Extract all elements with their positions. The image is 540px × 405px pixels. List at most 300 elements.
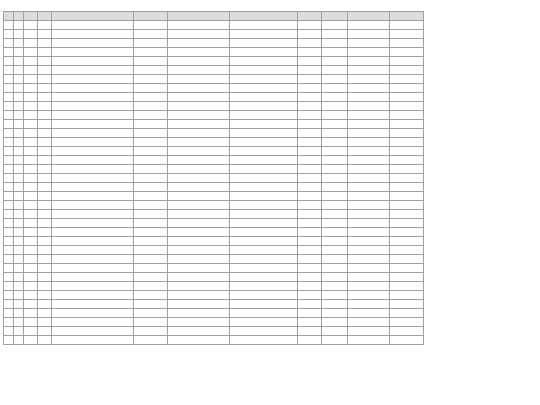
- table-cell: [14, 237, 24, 246]
- table-cell: [230, 201, 298, 210]
- table-cell: [230, 318, 298, 327]
- cell-link[interactable]: [348, 192, 390, 201]
- table-cell: [390, 237, 424, 246]
- table-cell: [298, 246, 322, 255]
- table-cell: [38, 84, 52, 93]
- table-cell: [24, 102, 38, 111]
- table-cell: [24, 192, 38, 201]
- table-cell: [52, 75, 134, 84]
- table-cell: [52, 93, 134, 102]
- table-cell: [134, 147, 168, 156]
- table-cell: [298, 228, 322, 237]
- cell-link[interactable]: [348, 48, 390, 57]
- table-cell: [322, 57, 348, 66]
- cell-link[interactable]: [348, 210, 390, 219]
- table-cell: [230, 183, 298, 192]
- cell-link[interactable]: [348, 237, 390, 246]
- table-cell: [134, 48, 168, 57]
- cell-link[interactable]: [348, 264, 390, 273]
- table-cell: [14, 201, 24, 210]
- table-cell: [52, 300, 134, 309]
- table-cell: [298, 327, 322, 336]
- cell-link[interactable]: [348, 309, 390, 318]
- table-cell: [230, 75, 298, 84]
- table-cell: [24, 246, 38, 255]
- row-index: [4, 336, 14, 345]
- row-index: [4, 165, 14, 174]
- cell-link[interactable]: [348, 156, 390, 165]
- table-cell: [322, 48, 348, 57]
- table-cell: [38, 165, 52, 174]
- table-cell: [14, 255, 24, 264]
- table-cell: [322, 291, 348, 300]
- table-cell: [38, 282, 52, 291]
- cell-link[interactable]: [348, 228, 390, 237]
- table-cell: [390, 75, 424, 84]
- row-index: [4, 147, 14, 156]
- table-cell: [390, 201, 424, 210]
- table-cell: [230, 156, 298, 165]
- cell-link[interactable]: [348, 174, 390, 183]
- table-cell: [24, 237, 38, 246]
- table-cell: [230, 255, 298, 264]
- table-cell: [390, 174, 424, 183]
- row-index: [4, 291, 14, 300]
- table-row: [4, 39, 424, 48]
- cell-link[interactable]: [348, 84, 390, 93]
- table-cell: [322, 111, 348, 120]
- table-cell: [322, 219, 348, 228]
- row-index: [4, 138, 14, 147]
- table-cell: [24, 120, 38, 129]
- table-cell: [168, 309, 230, 318]
- table-cell: [24, 291, 38, 300]
- table-cell: [134, 183, 168, 192]
- table-cell: [134, 165, 168, 174]
- table-cell: [390, 138, 424, 147]
- table-cell: [298, 102, 322, 111]
- table-cell: [38, 192, 52, 201]
- table-cell: [390, 111, 424, 120]
- table-cell: [168, 93, 230, 102]
- cell-link[interactable]: [348, 183, 390, 192]
- column-header: [348, 12, 390, 21]
- table-cell: [230, 219, 298, 228]
- table-cell: [38, 111, 52, 120]
- table-cell: [168, 147, 230, 156]
- table-row: [4, 120, 424, 129]
- table-cell: [38, 327, 52, 336]
- table-cell: [38, 48, 52, 57]
- table-cell: [322, 21, 348, 30]
- table-row: [4, 264, 424, 273]
- table-cell: [390, 129, 424, 138]
- cell-link[interactable]: [348, 138, 390, 147]
- row-index: [4, 219, 14, 228]
- table-cell: [14, 327, 24, 336]
- cell-link[interactable]: [348, 147, 390, 156]
- table-cell: [24, 264, 38, 273]
- data-table: [3, 11, 424, 345]
- table-row: [4, 66, 424, 75]
- row-index: [4, 318, 14, 327]
- table-cell: [298, 219, 322, 228]
- table-row: [4, 129, 424, 138]
- table-cell: [14, 300, 24, 309]
- table-cell: [168, 300, 230, 309]
- table-cell: [230, 336, 298, 345]
- table-cell: [24, 129, 38, 138]
- table-cell: [230, 129, 298, 138]
- table-cell: [230, 48, 298, 57]
- table-cell: [322, 237, 348, 246]
- table-cell: [298, 291, 322, 300]
- cell-link[interactable]: [348, 291, 390, 300]
- table-cell: [298, 237, 322, 246]
- table-cell: [322, 318, 348, 327]
- row-index: [4, 93, 14, 102]
- cell-link[interactable]: [348, 273, 390, 282]
- table-cell: [168, 75, 230, 84]
- cell-link[interactable]: [348, 336, 390, 345]
- table-cell: [52, 156, 134, 165]
- table-cell: [52, 246, 134, 255]
- table-cell: [322, 201, 348, 210]
- table-row: [4, 102, 424, 111]
- table-cell: [298, 138, 322, 147]
- table-cell: [322, 255, 348, 264]
- table-cell: [38, 336, 52, 345]
- cell-link[interactable]: [348, 327, 390, 336]
- table-cell: [230, 246, 298, 255]
- table-cell: [298, 129, 322, 138]
- table-cell: [14, 138, 24, 147]
- table-row: [4, 219, 424, 228]
- table-cell: [390, 318, 424, 327]
- table-cell: [390, 219, 424, 228]
- row-index: [4, 327, 14, 336]
- table-cell: [38, 93, 52, 102]
- table-cell: [134, 129, 168, 138]
- table-cell: [390, 309, 424, 318]
- table-cell: [14, 246, 24, 255]
- table-cell: [38, 147, 52, 156]
- table-cell: [168, 174, 230, 183]
- table-cell: [390, 66, 424, 75]
- table-cell: [390, 291, 424, 300]
- table-cell: [134, 75, 168, 84]
- table-cell: [14, 291, 24, 300]
- cell-link[interactable]: [348, 93, 390, 102]
- table-cell: [24, 165, 38, 174]
- table-cell: [24, 66, 38, 75]
- table-cell: [390, 210, 424, 219]
- table-cell: [134, 201, 168, 210]
- table-cell: [298, 48, 322, 57]
- table-cell: [38, 201, 52, 210]
- table-cell: [52, 48, 134, 57]
- table-cell: [322, 174, 348, 183]
- table-cell: [134, 273, 168, 282]
- table-cell: [24, 327, 38, 336]
- column-header: [298, 12, 322, 21]
- table-cell: [14, 147, 24, 156]
- row-index: [4, 48, 14, 57]
- table-cell: [14, 39, 24, 48]
- table-cell: [52, 228, 134, 237]
- table-row: [4, 192, 424, 201]
- cell-link[interactable]: [348, 282, 390, 291]
- column-header: [38, 12, 52, 21]
- row-index: [4, 84, 14, 93]
- row-index: [4, 201, 14, 210]
- table-cell: [322, 165, 348, 174]
- table-cell: [52, 264, 134, 273]
- table-cell: [390, 228, 424, 237]
- table-cell: [38, 39, 52, 48]
- table-cell: [24, 282, 38, 291]
- column-header: [52, 12, 134, 21]
- table-cell: [322, 183, 348, 192]
- cell-link[interactable]: [348, 165, 390, 174]
- table-cell: [322, 327, 348, 336]
- row-index: [4, 129, 14, 138]
- table-cell: [390, 120, 424, 129]
- row-index: [4, 120, 14, 129]
- cell-link[interactable]: [348, 255, 390, 264]
- cell-link[interactable]: [348, 201, 390, 210]
- table-cell: [38, 318, 52, 327]
- table-cell: [230, 165, 298, 174]
- table-cell: [298, 147, 322, 156]
- table-cell: [168, 237, 230, 246]
- table-cell: [322, 246, 348, 255]
- table-row: [4, 93, 424, 102]
- column-header: [230, 12, 298, 21]
- cell-link[interactable]: [348, 120, 390, 129]
- table-cell: [230, 30, 298, 39]
- row-index: [4, 192, 14, 201]
- table-cell: [38, 273, 52, 282]
- table-cell: [390, 93, 424, 102]
- table-cell: [134, 84, 168, 93]
- table-cell: [298, 255, 322, 264]
- table-row: [4, 30, 424, 39]
- table-cell: [230, 264, 298, 273]
- table-cell: [168, 228, 230, 237]
- table-cell: [230, 57, 298, 66]
- table-row: [4, 84, 424, 93]
- table-cell: [298, 192, 322, 201]
- cell-link[interactable]: [348, 75, 390, 84]
- table-cell: [230, 147, 298, 156]
- table-cell: [298, 264, 322, 273]
- table-cell: [52, 129, 134, 138]
- table-cell: [390, 48, 424, 57]
- table-cell: [298, 57, 322, 66]
- table-cell: [134, 318, 168, 327]
- table-cell: [134, 120, 168, 129]
- table-cell: [134, 39, 168, 48]
- row-index: [4, 210, 14, 219]
- row-index: [4, 183, 14, 192]
- table-cell: [390, 273, 424, 282]
- table-cell: [134, 300, 168, 309]
- table-cell: [168, 192, 230, 201]
- table-cell: [14, 111, 24, 120]
- cell-link[interactable]: [348, 246, 390, 255]
- table-cell: [298, 84, 322, 93]
- table-cell: [168, 219, 230, 228]
- table-cell: [38, 264, 52, 273]
- row-index: [4, 21, 14, 30]
- table-cell: [134, 30, 168, 39]
- table-cell: [168, 264, 230, 273]
- table-cell: [390, 39, 424, 48]
- table-cell: [52, 237, 134, 246]
- table-cell: [38, 102, 52, 111]
- table-cell: [390, 336, 424, 345]
- table-cell: [38, 66, 52, 75]
- table-cell: [24, 273, 38, 282]
- table-cell: [390, 246, 424, 255]
- table-body: [4, 21, 424, 345]
- table-cell: [230, 282, 298, 291]
- table-cell: [322, 228, 348, 237]
- table-cell: [134, 282, 168, 291]
- table-cell: [168, 120, 230, 129]
- cell-link[interactable]: [348, 219, 390, 228]
- table-cell: [168, 39, 230, 48]
- table-cell: [322, 156, 348, 165]
- table-cell: [52, 282, 134, 291]
- table-cell: [390, 255, 424, 264]
- table-row: [4, 291, 424, 300]
- cell-link[interactable]: [348, 129, 390, 138]
- table-cell: [322, 84, 348, 93]
- table-cell: [168, 246, 230, 255]
- table-cell: [24, 57, 38, 66]
- table-cell: [322, 66, 348, 75]
- table-row: [4, 147, 424, 156]
- row-index: [4, 282, 14, 291]
- table-cell: [298, 183, 322, 192]
- table-cell: [24, 228, 38, 237]
- row-index: [4, 246, 14, 255]
- table-cell: [322, 93, 348, 102]
- table-cell: [298, 93, 322, 102]
- table-cell: [322, 129, 348, 138]
- table-cell: [52, 21, 134, 30]
- table-row: [4, 336, 424, 345]
- table-cell: [52, 219, 134, 228]
- table-row: [4, 57, 424, 66]
- table-cell: [322, 39, 348, 48]
- table-cell: [52, 138, 134, 147]
- table-row: [4, 246, 424, 255]
- table-cell: [298, 309, 322, 318]
- table-cell: [52, 66, 134, 75]
- table-cell: [52, 120, 134, 129]
- table-cell: [14, 84, 24, 93]
- header-row: [4, 12, 424, 21]
- table-cell: [52, 174, 134, 183]
- table-cell: [14, 318, 24, 327]
- table-cell: [24, 183, 38, 192]
- row-index: [4, 228, 14, 237]
- table-cell: [298, 39, 322, 48]
- cell-link[interactable]: [348, 111, 390, 120]
- table-row: [4, 273, 424, 282]
- table-cell: [298, 165, 322, 174]
- row-index: [4, 75, 14, 84]
- table-cell: [14, 282, 24, 291]
- cell-link[interactable]: [348, 21, 390, 30]
- cell-link[interactable]: [348, 57, 390, 66]
- table-cell: [134, 102, 168, 111]
- table-cell: [298, 273, 322, 282]
- table-cell: [52, 291, 134, 300]
- table-cell: [298, 30, 322, 39]
- table-row: [4, 174, 424, 183]
- table-cell: [24, 111, 38, 120]
- table-cell: [38, 219, 52, 228]
- table-cell: [168, 282, 230, 291]
- table-cell: [298, 120, 322, 129]
- row-index: [4, 264, 14, 273]
- table-cell: [14, 75, 24, 84]
- table-cell: [52, 327, 134, 336]
- table-cell: [38, 183, 52, 192]
- table-cell: [168, 327, 230, 336]
- table-cell: [390, 84, 424, 93]
- table-cell: [14, 228, 24, 237]
- table-cell: [14, 219, 24, 228]
- table-cell: [38, 210, 52, 219]
- cell-link[interactable]: [348, 102, 390, 111]
- cell-link[interactable]: [348, 318, 390, 327]
- table-cell: [38, 75, 52, 84]
- table-cell: [24, 156, 38, 165]
- cell-link[interactable]: [348, 66, 390, 75]
- table-cell: [230, 192, 298, 201]
- table-row: [4, 228, 424, 237]
- table-cell: [230, 93, 298, 102]
- table-cell: [52, 318, 134, 327]
- table-cell: [14, 93, 24, 102]
- table-cell: [134, 255, 168, 264]
- table-cell: [322, 210, 348, 219]
- table-cell: [134, 246, 168, 255]
- table-cell: [52, 336, 134, 345]
- cell-link[interactable]: [348, 39, 390, 48]
- table-row: [4, 75, 424, 84]
- table-row: [4, 156, 424, 165]
- cell-link[interactable]: [348, 300, 390, 309]
- table-cell: [24, 210, 38, 219]
- table-cell: [38, 57, 52, 66]
- table-cell: [14, 66, 24, 75]
- table-cell: [14, 129, 24, 138]
- table-cell: [14, 273, 24, 282]
- table-cell: [134, 336, 168, 345]
- table-cell: [134, 237, 168, 246]
- table-cell: [168, 273, 230, 282]
- table-cell: [390, 282, 424, 291]
- cell-link[interactable]: [348, 30, 390, 39]
- table-cell: [24, 147, 38, 156]
- table-cell: [298, 336, 322, 345]
